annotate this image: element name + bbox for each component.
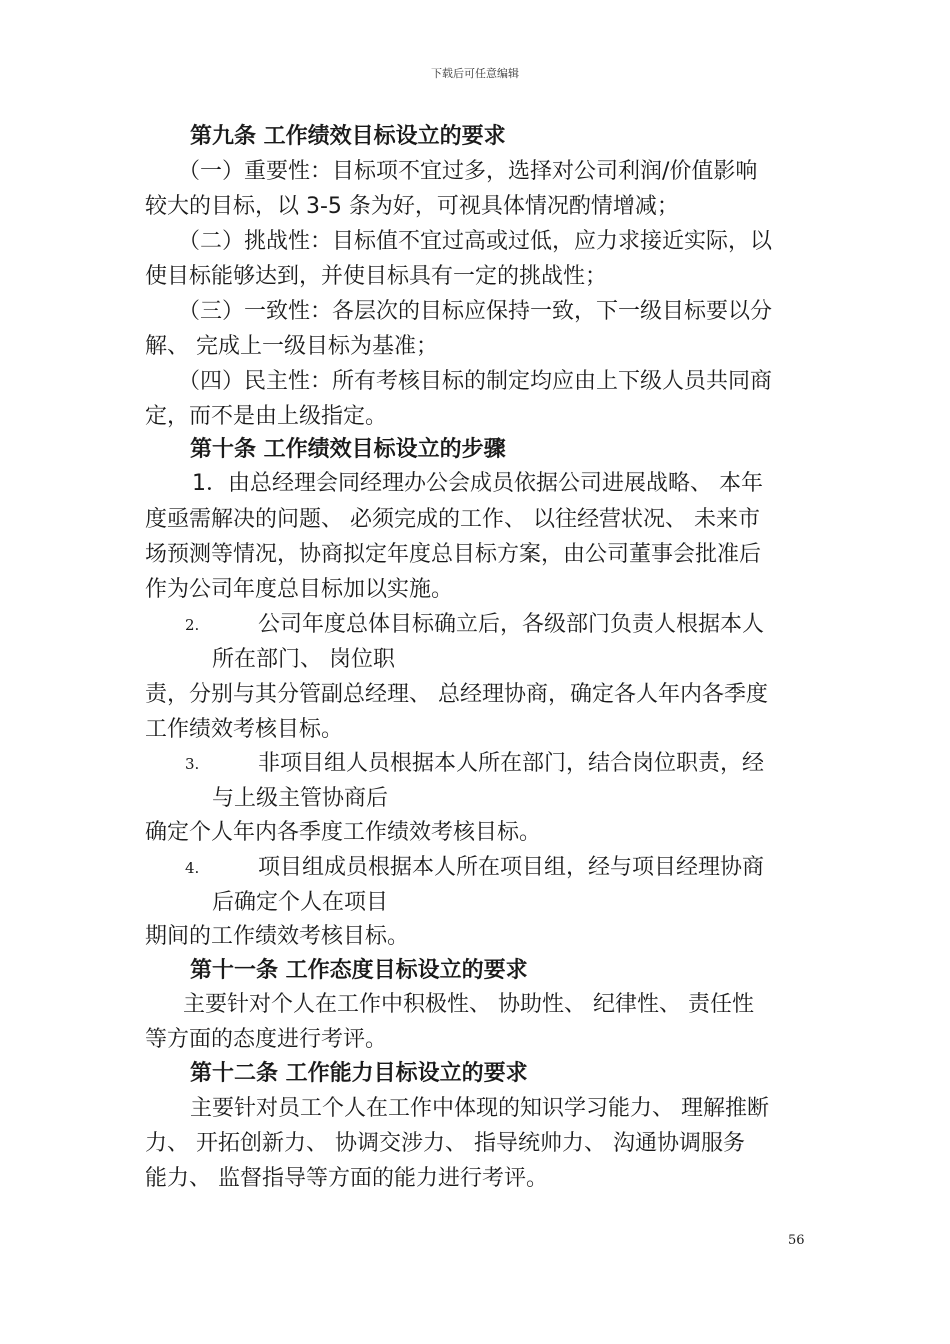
section-heading-9: 第九条 工作绩效目标设立的要求 <box>190 124 506 149</box>
paragraph-line: 度亟需解决的问题、 必须完成的工作、 以往经营状况、 未来市 <box>145 507 760 532</box>
paragraph-line: 使目标能够达到，并使目标具有一定的挑战性； <box>145 264 608 289</box>
paragraph-line: 后确定个人在项目 <box>212 890 389 915</box>
paragraph-line: 非项目组人员根据本人所在部门，结合岗位职责，经 <box>258 751 765 776</box>
paragraph-line: 较大的目标，以 3-5 条为好，可视具体情况酌情增减； <box>145 194 679 219</box>
paragraph-line: （二）挑战性：目标值不宜过高或过低，应力求接近实际，以 <box>178 229 773 254</box>
paragraph-line: 定，而不是由上级指定。 <box>145 404 388 429</box>
paragraph-line: （四）民主性：所有考核目标的制定均应由上下级人员共同商 <box>178 369 773 394</box>
section-heading-11: 第十一条 工作态度目标设立的要求 <box>190 958 528 983</box>
paragraph-line: 所在部门、 岗位职 <box>212 647 395 672</box>
paragraph-line: （一）重要性：目标项不宜过多，选择对公司利润/价值影响 <box>178 159 758 184</box>
list-number: 2. <box>185 616 200 634</box>
paragraph-line: 确定个人年内各季度工作绩效考核目标。 <box>145 820 542 845</box>
paragraph-line: 主要针对个人在工作中积极性、 协助性、 纪律性、 责任性 <box>183 992 754 1017</box>
paragraph-line: 力、 开拓创新力、 协调交涉力、 指导统帅力、 沟通协调服务 <box>145 1131 745 1156</box>
section-heading-10: 第十条 工作绩效目标设立的步骤 <box>190 437 506 462</box>
paragraph-line: 主要针对员工个人在工作中体现的知识学习能力、 理解推断 <box>190 1096 769 1121</box>
page-number: 56 <box>788 1233 805 1248</box>
paragraph-line: （三）一致性：各层次的目标应保持一致，下一级目标要以分 <box>178 299 773 324</box>
paragraph-line: 工作绩效考核目标。 <box>145 717 344 742</box>
paragraph-line: 1．由总经理会同经理办公会成员依据公司进展战略、 本年 <box>192 471 763 496</box>
paragraph-line: 解、 完成上一级目标为基准； <box>145 334 438 359</box>
paragraph-line: 等方面的态度进行考评。 <box>145 1027 388 1052</box>
paragraph-line: 责，分别与其分管副总经理、 总经理协商，确定各人年内各季度 <box>145 682 768 707</box>
section-heading-12: 第十二条 工作能力目标设立的要求 <box>190 1061 528 1086</box>
list-number: 4. <box>185 859 200 877</box>
page-header: 下载后可任意编辑 <box>431 67 519 80</box>
paragraph-line: 场预测等情况，协商拟定年度总目标方案，由公司董事会批准后 <box>145 542 762 567</box>
paragraph-line: 期间的工作绩效考核目标。 <box>145 924 410 949</box>
paragraph-line: 作为公司年度总目标加以实施。 <box>145 577 454 602</box>
list-number: 3. <box>185 755 200 773</box>
paragraph-line: 能力、 监督指导等方面的能力进行考评。 <box>145 1166 548 1191</box>
paragraph-line: 公司年度总体目标确立后，各级部门负责人根据本人 <box>258 612 765 637</box>
paragraph-line: 项目组成员根据本人所在项目组，经与项目经理协商 <box>258 855 765 880</box>
paragraph-line: 与上级主管协商后 <box>212 786 389 811</box>
